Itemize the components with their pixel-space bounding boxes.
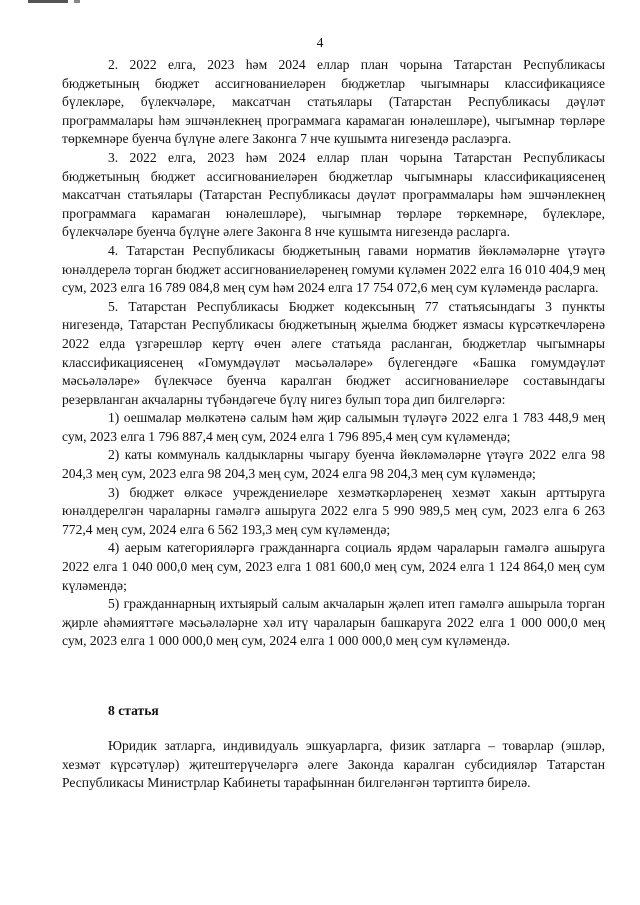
page-number: 4 bbox=[316, 35, 324, 50]
list-item-1: 1) оешмалар мөлкәтенә салым һәм җир салымын түләүгә 2022 елга 1 783 448,9 мең сум, 2023 елга 1 796 887,4 мең сум, 2024 елга 1 796 895,4 мең сум күләмендә; bbox=[62, 410, 605, 444]
paragraph-3: 3. 2022 елга, 2023 һәм 2024 еллар план чорына Татарстан Республикасы бюджетының бюджет ассигнованиеләрен бюджетлар чыгымнары классификациясенең максатчан статьялары (Татарстан Республикасы дәүләт программалары һәм эшчәнлекнең программага карамаган юнәлешләре), чыгымнар төрләре төркемнәре, бүлекләре, бүлекчәләре буенча бүлүне әлеге Законга 8 нче кушымта нигезендә расларга. bbox=[62, 149, 605, 240]
list-item-2: 2) каты коммуналь калдыкларны чыгару буенча йөкләмәләрне үтәүгә 2022 елга 98 204,3 мең сум, 2023 елга 98 204,3 мең сум, 2024 елга 98 204,3 мең сум күләмендә; bbox=[62, 447, 605, 482]
paragraph-2: 2. 2022 елга, 2023 һәм 2024 еллар план чорына Татарстан Республикасы бюджетының бюджет ассигнованиеләрен бюджетлар чыгымнары классификациясе бүлекләре, бүлекчәләре, максатчан статьялары (Татарстан Республикасы дәүләт программалары һәм эшчәнлекнең программага карамаган юнәлешләре), чыгымнар төрләре төркемнәре буенча бүлүне әлеге Законга 7 нче кушымта нигезендә раслаэрга. bbox=[62, 57, 605, 147]
scan-corner-mark-small bbox=[74, 0, 80, 3]
list-item-5: 5) гражданнарның ихтыярый салым акчаларын җәлеп итеп гамәлгә ашырыла торган җирле әһәмияттәге мәсьәләләрне хәл итү чараларын башкаруга 2022 елга 1 000 000,0 мең сум, 2023 елга 1 000 000,0 мең сум, 2024 елга 1 000 000,0 мең сум күләмендә. bbox=[62, 596, 605, 649]
article-body bbox=[62, 56, 605, 651]
paragraph-4: 4. Татарстан Республикасы бюджетының гавами норматив йөкләмәләрне үтәүгә юнәлдерелә торган бюджет ассигнованиеләренең гомуми күләмен 2022 елга 16 010 404,9 мең сум, 2023 елга 16 789 084,8 мең сум һәм 2024 елга 17 754 072,6 мең сум күләмендә расларга. bbox=[62, 242, 605, 296]
list-item-3: 3) бюджет өлкәсе учреждениеләре хезмәткәрләренең хезмәт хакын арттыруга юнәлдерелгән чараларны гамәлгә ашыруга 2022 елга 5 990 989,5 мең сум, 2023 елга 6 263 772,4 мең сум, 2024 елга 6 562 193,3 мең сум күләмендә; bbox=[62, 484, 605, 537]
scan-corner-mark bbox=[28, 0, 68, 3]
paragraph-5: 5. Татарстан Республикасы Бюджет кодексының 77 статьясындагы 3 пункты нигезендә, Татарстан Республикасы бюджетының җыелма бюджет язмасы күрсәткечләренә 2022 елда үзгәрешләр кертү өчен әлеге статьяда расланган, бюджетлар чыгымнары классификациясенең «Гомумдәүләт мәсьәләләре» бүлегендәге «Башка гомумдәүләт мәсьәләләре» бүлекчәсе буенча каралган бюджет ассигнованиеләре составындагы резервланган акчаларны түбәндәгече бүлү нигез булып тора дип билгеләргә: bbox=[62, 298, 605, 407]
list-item-4: 4) аерым категорияләргә гражданнарга социаль ярдәм чараларын гамәлгә ашыруга 2022 елга 1 040 000,0 мең сум, 2023 елга 1 081 600,0 мең сум, 2024 елга 1 124 864,0 мең сум күләмендә; bbox=[62, 540, 605, 593]
article-8-body bbox=[62, 737, 605, 793]
article-heading: 8 статья bbox=[108, 703, 159, 718]
article-8-paragraph: Юридик затларга, индивидуаль эшкуарларга, физик затларга – товарлар (эшләр, хезмәт күрсәтүләр) җитештерүчеләргә әлеге Законда каралган субсидияләр Татарстан Республикасы Министрлар Кабинеты тарафыннан билгеләнгән тәртиптә бирелә. bbox=[62, 738, 605, 791]
